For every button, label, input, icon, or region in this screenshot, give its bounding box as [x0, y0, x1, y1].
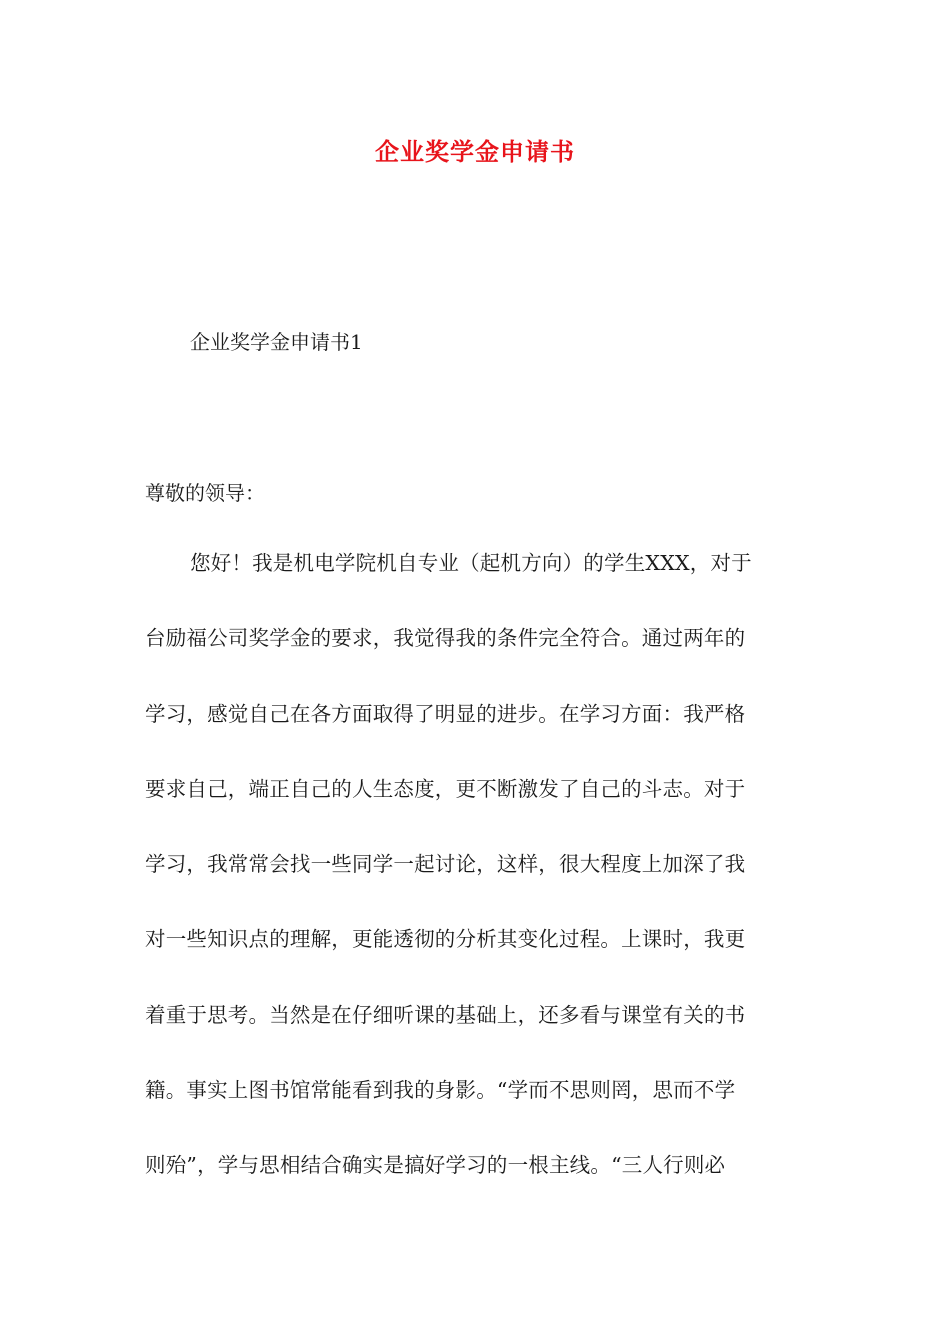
text-line: 台励福公司奖学金的要求，我觉得我的条件完全符合。通过两年的 — [145, 626, 746, 651]
document-subtitle: 企业奖学金申请书1 — [190, 330, 363, 354]
text-line: 要求自己，端正自己的人生态度，更不断激发了自己的斗志。对于 — [145, 776, 746, 801]
text-line: 着重于思考。当然是在仔细听课的基础上，还多看与课堂有关的书 — [145, 1002, 746, 1027]
body-paragraph — [145, 548, 810, 1226]
text-line: 您好！我是机电学院机自专业（起机方向）的学生XXX，对于 — [190, 551, 752, 575]
text-line: 学习，我常常会找一些同学一起讨论，这样，很大程度上加深了我 — [145, 852, 746, 877]
text-line: 则殆”，学与思相结合确实是搞好学习的一根主线。“三人行则必 — [145, 1153, 726, 1178]
text-line: 学习，感觉自己在各方面取得了明显的进步。在学习方面：我严格 — [145, 701, 746, 726]
salutation: 尊敬的领导： — [145, 481, 265, 505]
text-line: 对一些知识点的理解，更能透彻的分析其变化过程。上课时，我更 — [145, 927, 746, 952]
text-line: 籍。事实上图书馆常能看到我的身影。“学而不思则罔，思而不学 — [145, 1078, 736, 1103]
document-title: 企业奖学金申请书 — [375, 137, 575, 166]
